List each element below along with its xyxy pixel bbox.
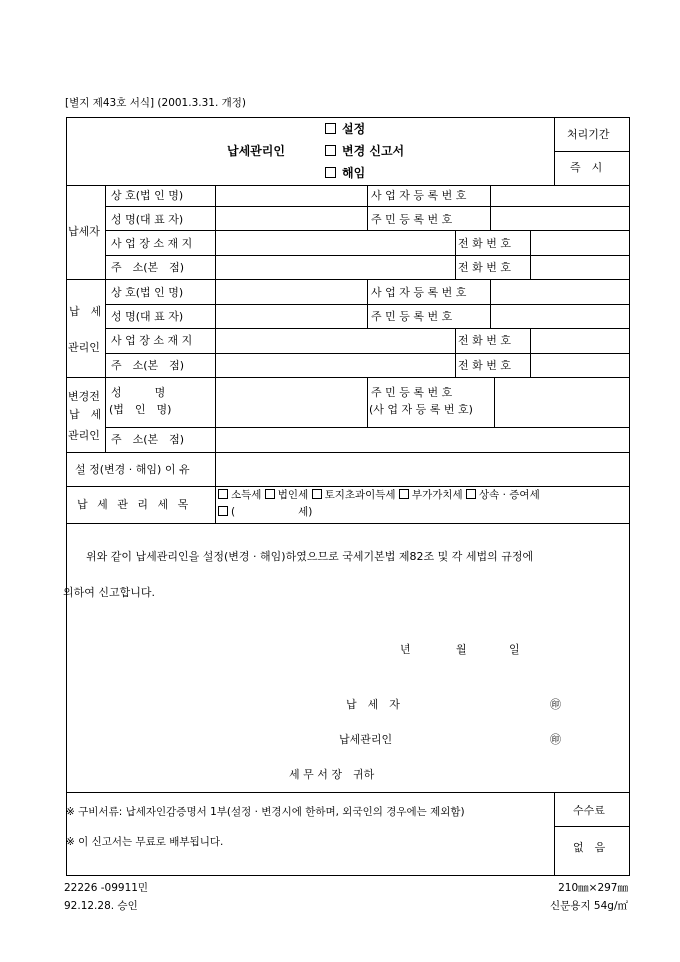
manager-home-label: 주 소(본 점) bbox=[111, 359, 185, 372]
prev-manager-label-2: 납 세 bbox=[69, 408, 102, 421]
checkbox-dismiss[interactable] bbox=[325, 167, 336, 178]
tax-manager-form bbox=[63, 117, 630, 876]
approval-date: 92.12.28. 승인 bbox=[64, 900, 138, 912]
tax-item-other[interactable]: ( 세) bbox=[218, 506, 312, 519]
taxpayer-resident-no-label: 주 민 등 록 번 호 bbox=[371, 213, 453, 226]
taxpayer-company-name-field[interactable] bbox=[216, 186, 366, 206]
taxpayer-phone2-label: 전 화 번 호 bbox=[458, 261, 511, 274]
manager-home-field[interactable] bbox=[216, 354, 454, 377]
manager-section-label-1: 납 세 bbox=[69, 305, 102, 318]
prev-manager-label-1: 변경전 bbox=[68, 390, 100, 403]
taxpayer-address-field[interactable] bbox=[216, 231, 454, 255]
taxpayer-home-label: 주 소(본 점) bbox=[111, 261, 185, 274]
taxpayer-biz-no-label: 사 업 자 등 록 번 호 bbox=[371, 189, 467, 202]
paper-size: 210㎜×297㎜ bbox=[558, 882, 628, 894]
manager-company-name-label: 상 호(법 인 명) bbox=[111, 286, 184, 299]
manager-phone-label: 전 화 번 호 bbox=[458, 334, 511, 347]
checkbox-icon bbox=[218, 489, 228, 499]
manager-section-label-2: 관리인 bbox=[68, 341, 100, 354]
option-change: 변경 신고서 bbox=[325, 145, 404, 158]
checkbox-icon bbox=[312, 489, 322, 499]
taxpayer-section-label: 납세자 bbox=[68, 225, 100, 238]
prev-manager-id-label-1: 주 민 등 록 번 호 bbox=[371, 386, 453, 399]
date-year-label: 년 bbox=[400, 643, 411, 656]
manager-biz-no-field[interactable] bbox=[491, 280, 628, 304]
checkbox-change[interactable] bbox=[325, 145, 336, 156]
manager-address-field[interactable] bbox=[216, 329, 454, 353]
tax-items-row-1 bbox=[218, 489, 540, 502]
statement-line-2: 의하여 신고합니다. bbox=[63, 586, 156, 599]
statement-line-1: 위와 같이 납세관리인을 설정(변경 · 해임)하였으므로 국세기본법 제82조 및 각 세법의 규정에 bbox=[86, 550, 534, 563]
manager-phone2-field[interactable] bbox=[531, 354, 628, 377]
prev-manager-home-field[interactable] bbox=[216, 428, 628, 452]
reason-field[interactable] bbox=[216, 453, 628, 486]
manager-company-name-field[interactable] bbox=[216, 280, 366, 304]
reason-label: 설 정(변경 · 해임) 이 유 bbox=[75, 463, 190, 476]
manager-sign-label: 납세관리인 bbox=[339, 733, 393, 746]
manager-resident-no-field[interactable] bbox=[491, 305, 628, 328]
prev-manager-name-field[interactable] bbox=[216, 378, 366, 427]
taxpayer-resident-no-field[interactable] bbox=[491, 207, 628, 230]
manager-address-label: 사 업 장 소 재 지 bbox=[111, 334, 193, 347]
taxpayer-company-name-label: 상 호(법 인 명) bbox=[111, 189, 184, 202]
prev-manager-id-label-2: (사 업 자 등 록 번 호) bbox=[369, 403, 473, 416]
manager-phone2-label: 전 화 번 호 bbox=[458, 359, 511, 372]
tax-item-land-excess-gain[interactable]: 토지초과이득세 bbox=[312, 489, 396, 501]
taxpayer-seal: ㊞ bbox=[550, 698, 561, 711]
prev-manager-id-field[interactable] bbox=[495, 378, 628, 427]
checkbox-icon bbox=[218, 506, 228, 516]
taxpayer-phone2-field[interactable] bbox=[531, 256, 628, 279]
option-dismiss: 해임 bbox=[325, 167, 365, 180]
free-distribution-note: ※ 이 신고서는 무료로 배부됩니다. bbox=[66, 836, 224, 848]
checkbox-icon bbox=[265, 489, 275, 499]
fee-label: 수수료 bbox=[573, 804, 605, 817]
prev-manager-name-label-1: 성 명 bbox=[111, 386, 166, 399]
manager-rep-name-field[interactable] bbox=[216, 305, 366, 328]
form-code: 22226 -09911민 bbox=[64, 882, 149, 894]
date-day-label: 일 bbox=[509, 643, 520, 656]
taxpayer-sign-label: 납 세 자 bbox=[346, 698, 400, 711]
tax-items-label: 납 세 관 리 세 목 bbox=[77, 498, 192, 511]
fee-value: 없 음 bbox=[573, 841, 606, 854]
manager-seal: ㊞ bbox=[550, 733, 561, 746]
paper-type: 신문용지 54g/㎡ bbox=[550, 900, 628, 912]
checkbox-icon bbox=[399, 489, 409, 499]
tax-item-corporate[interactable]: 법인세 bbox=[265, 489, 308, 501]
tax-item-vat[interactable]: 부가가치세 bbox=[399, 489, 463, 501]
form-title: 납세관리인 bbox=[227, 144, 285, 158]
checkbox-icon bbox=[466, 489, 476, 499]
prev-manager-name-label-2: (법 인 명) bbox=[109, 403, 172, 416]
tax-item-income[interactable]: 소득세 bbox=[218, 489, 261, 501]
form-reference: [별지 제43호 서식] (2001.3.31. 개정) bbox=[65, 97, 247, 109]
prev-manager-label-3: 관리인 bbox=[68, 429, 100, 442]
option-establish: 설정 bbox=[325, 123, 365, 136]
prev-manager-home-label: 주 소(본 점) bbox=[111, 433, 185, 446]
manager-rep-name-label: 성 명(대 표 자) bbox=[111, 310, 184, 323]
tax-item-inheritance-gift[interactable]: 상속 · 증여세 bbox=[466, 489, 540, 501]
manager-resident-no-label: 주 민 등 록 번 호 bbox=[371, 310, 453, 323]
addressee: 세 무 서 장 귀하 bbox=[289, 768, 375, 781]
checkbox-establish[interactable] bbox=[325, 123, 336, 134]
taxpayer-home-field[interactable] bbox=[216, 256, 454, 279]
manager-phone-field[interactable] bbox=[531, 329, 628, 353]
taxpayer-phone-label: 전 화 번 호 bbox=[458, 237, 511, 250]
taxpayer-rep-name-field[interactable] bbox=[216, 207, 366, 230]
taxpayer-address-label: 사 업 장 소 재 지 bbox=[111, 237, 193, 250]
manager-biz-no-label: 사 업 자 등 록 번 호 bbox=[371, 286, 467, 299]
date-month-label: 월 bbox=[456, 643, 467, 656]
taxpayer-phone-field[interactable] bbox=[531, 231, 628, 255]
processing-period-label: 처리기간 bbox=[567, 128, 610, 141]
processing-period-value: 즉 시 bbox=[570, 161, 603, 174]
required-docs-note: ※ 구비서류: 납세자인감증명서 1부(설정 · 변경시에 한하며, 외국인의 경우에는 제외함) bbox=[66, 806, 465, 818]
taxpayer-biz-no-field[interactable] bbox=[491, 186, 628, 206]
taxpayer-rep-name-label: 성 명(대 표 자) bbox=[111, 213, 184, 226]
